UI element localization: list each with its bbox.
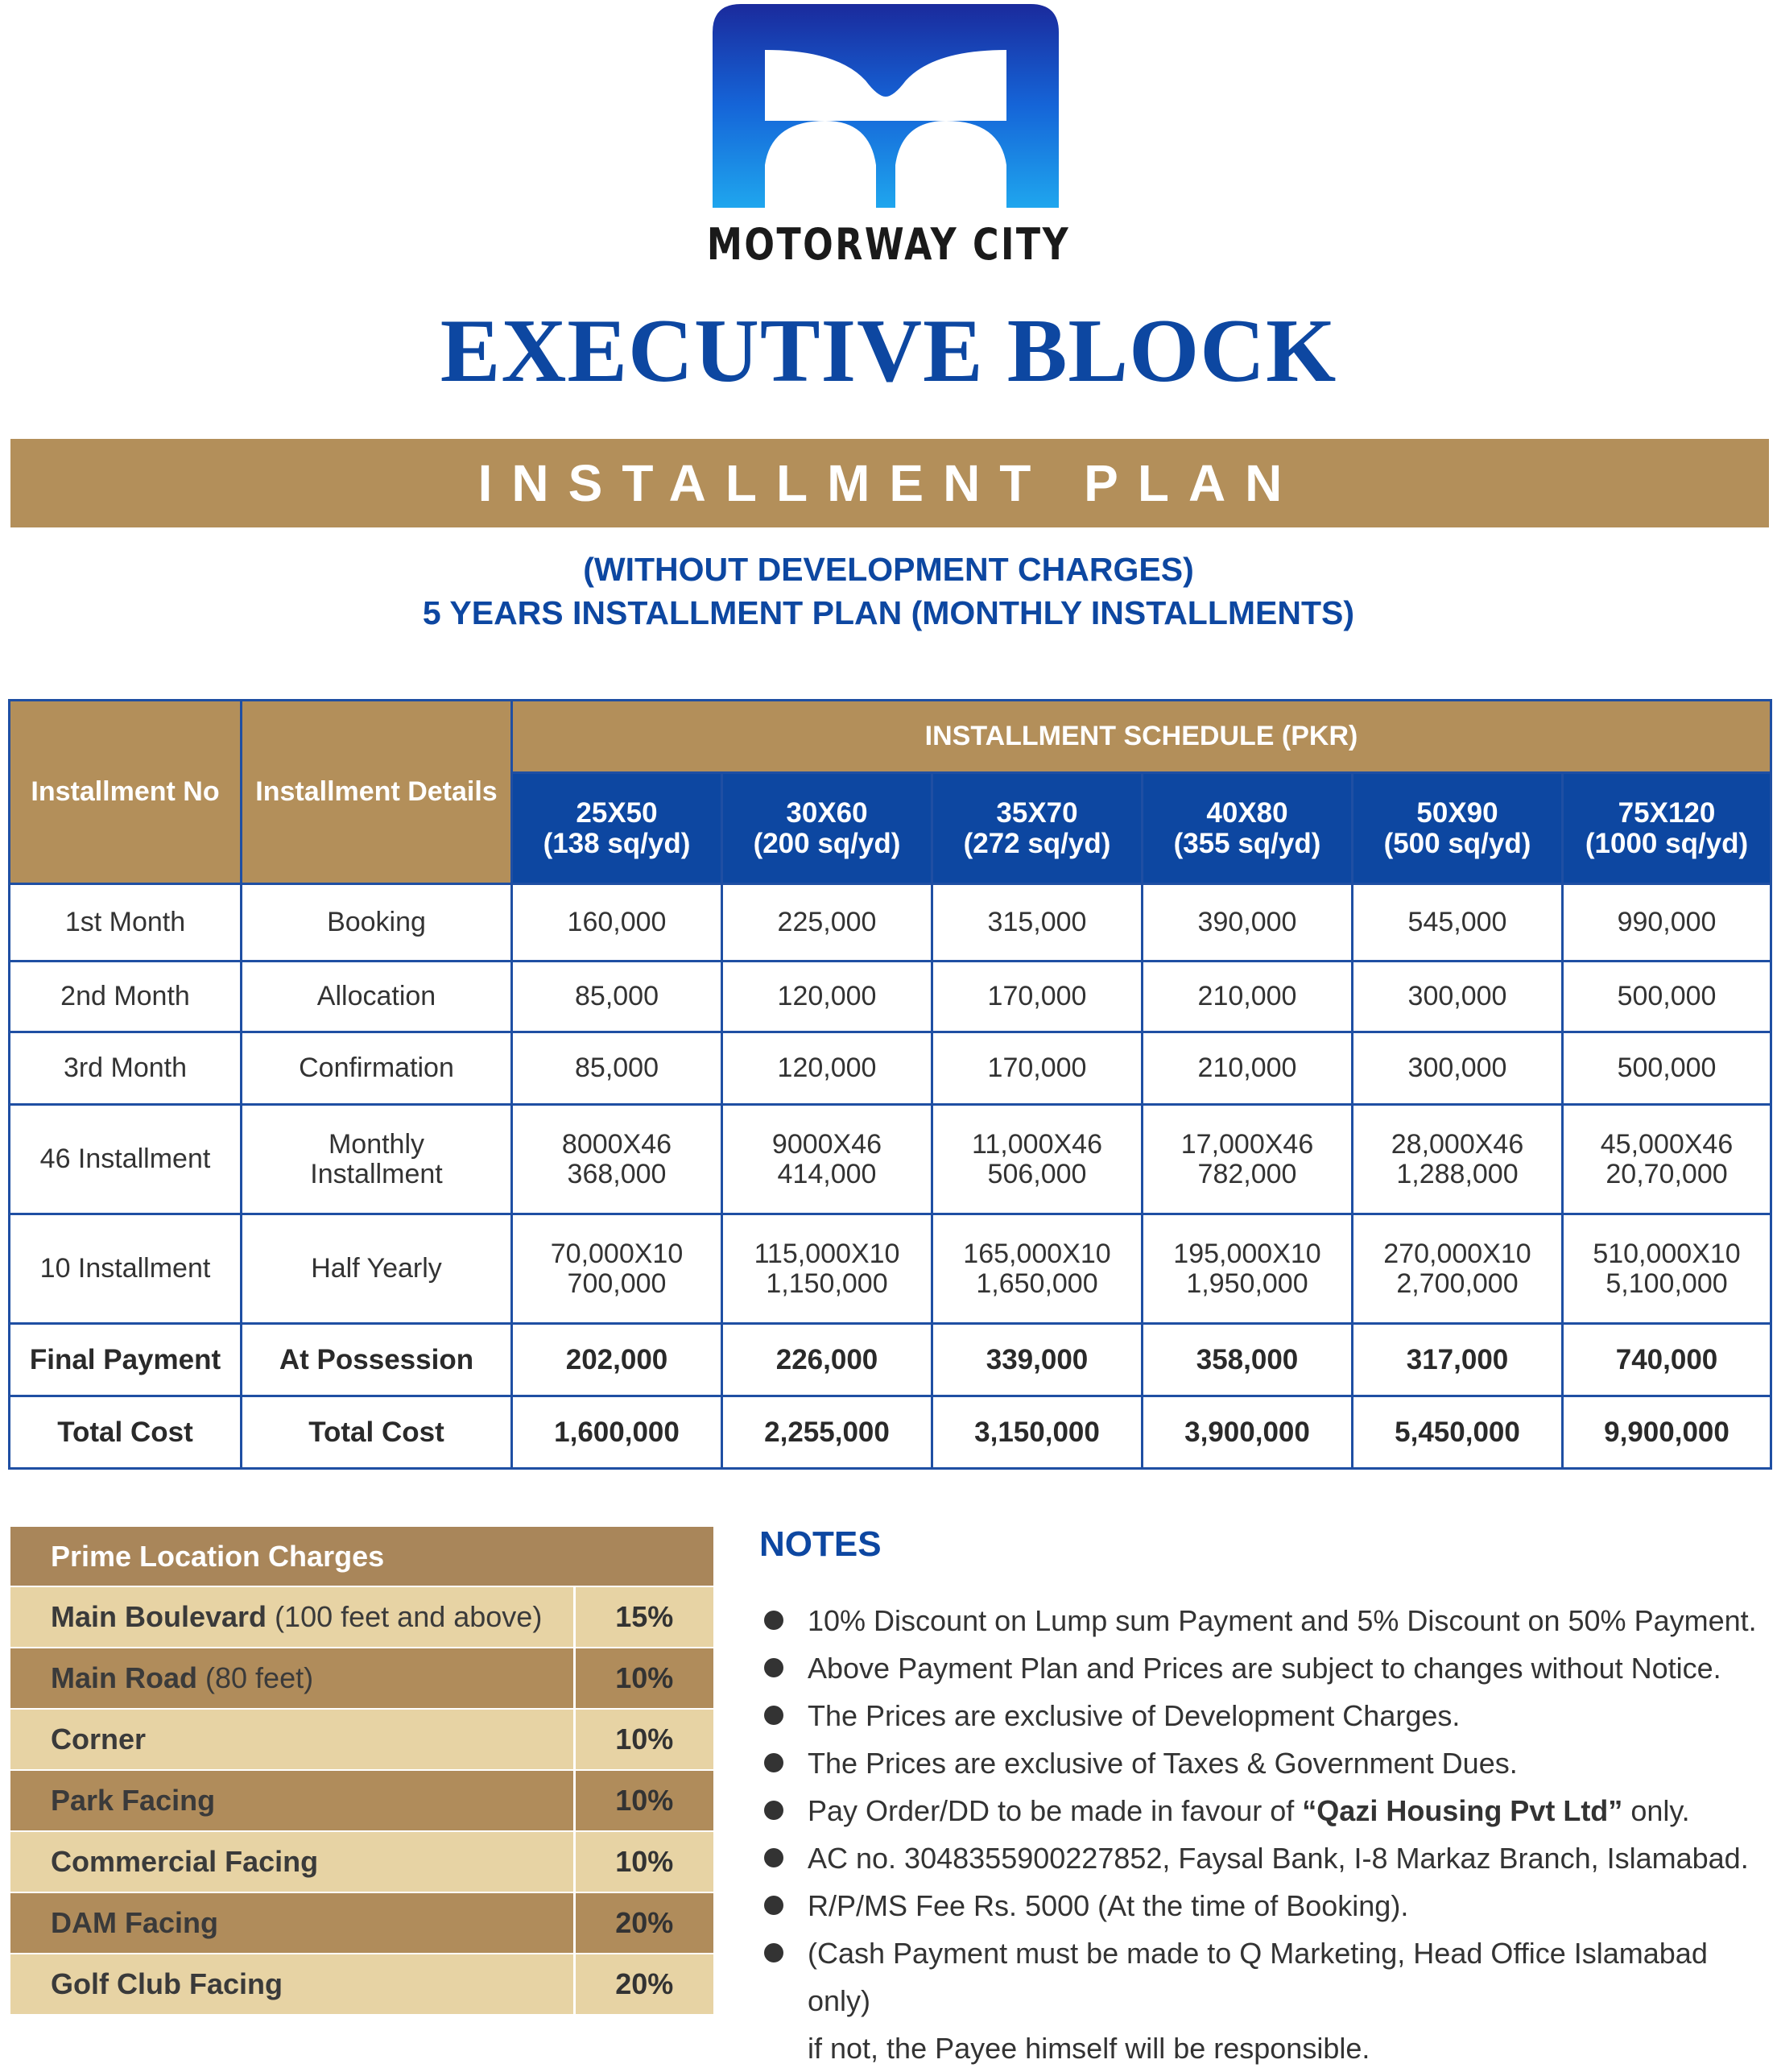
amount-line: 226,000 [775,1344,878,1375]
amount-cell [1143,884,1353,962]
note-text: Pay Order/DD to be made in favour of [808,1794,1303,1827]
note-text: if not, the Payee himself will be responsible. [808,2032,1370,2065]
prime-location-name-cell [10,1648,574,1709]
amount-cell [1563,962,1771,1032]
amount-cell [722,1396,932,1469]
prime-location-detail: (80 feet) [197,1661,314,1694]
note-text: AC no. 3048355900227852, Faysal Bank, I-8 Markaz Branch, Islamabad. [808,1842,1749,1875]
bullet-icon [764,1658,783,1677]
header-installment-schedule: INSTALLMENT SCHEDULE (PKR) [512,701,1771,773]
amount-cell [512,1214,722,1324]
amount-cell [512,1105,722,1214]
amount-line: 506,000 [987,1158,1087,1189]
note-item [759,1739,1766,1787]
prime-location-name: DAM Facing [51,1906,219,1939]
prime-location-detail: (100 feet and above) [267,1600,543,1633]
amount-line: 195,000X10 [1173,1238,1321,1269]
amount-line: 545,000 [1407,907,1507,937]
amount-cell [1563,1105,1771,1214]
amount-line: 510,000X10 [1593,1238,1741,1269]
table-row [10,1105,1771,1214]
amount-cell [1353,962,1563,1032]
amount-cell [722,1105,932,1214]
installment-no-cell: 3rd Month [10,1032,242,1105]
amount-line: 170,000 [987,1053,1087,1083]
table-row [10,1324,1771,1396]
table-row [10,1396,1771,1469]
plot-dimension: 40X80 [1206,796,1288,829]
installment-detail-cell: Confirmation [242,1032,512,1105]
amount-cell [932,1032,1143,1105]
plot-dimension: 30X60 [786,796,868,829]
amount-line: 170,000 [987,981,1087,1011]
amount-cell [512,1324,722,1396]
plot-area: (355 sq/yd) [1173,827,1321,859]
amount-line: 1,288,000 [1396,1158,1519,1189]
amount-cell [1353,1324,1563,1396]
prime-location-name-cell [10,1831,574,1892]
detail-line: Monthly [328,1128,425,1160]
amount-line: 160,000 [567,907,667,937]
amount-line: 782,000 [1197,1158,1297,1189]
plot-area: (138 sq/yd) [543,827,691,859]
amount-cell [722,1324,932,1396]
amount-line: 1,650,000 [976,1268,1098,1299]
amount-cell [1353,1032,1563,1105]
note-text: The Prices are exclusive of Development Charges. [808,1699,1461,1732]
note-item [759,1787,1766,1834]
amount-line: 740,000 [1615,1344,1718,1375]
amount-line: 8000X46 [561,1128,672,1160]
header-installment-no: Installment No [10,701,242,884]
amount-line: 500,000 [1617,981,1717,1011]
note-item [759,1597,1766,1644]
notes-list [759,1597,1766,2072]
amount-line: 85,000 [575,981,659,1011]
amount-cell [722,884,932,962]
amount-line: 9,900,000 [1604,1416,1729,1448]
schedule-body [10,884,1771,1469]
note-text: “Qazi Housing Pvt Ltd” [1302,1794,1623,1827]
installment-no-cell: 10 Installment [10,1214,242,1324]
note-item [759,1644,1766,1692]
amount-cell [932,1396,1143,1469]
amount-line: 1,600,000 [554,1416,680,1448]
bullet-icon [764,1848,783,1867]
amount-line: 17,000X46 [1180,1128,1314,1160]
prime-location-name: Commercial Facing [51,1845,319,1878]
installment-plan-banner [10,439,1769,527]
plot-dimension: 35X70 [996,796,1078,829]
brand-name: MOTORWAY CITY [706,219,1071,270]
installment-no-cell: 46 Installment [10,1105,242,1214]
installment-detail-cell [242,1105,512,1214]
amount-cell [1563,884,1771,962]
amount-line: 300,000 [1407,1053,1507,1083]
amount-cell [932,1105,1143,1214]
prime-location-row [10,1831,713,1892]
amount-line: 115,000X10 [754,1238,900,1269]
subtitle-plan-duration: 5 YEARS INSTALLMENT PLAN (MONTHLY INSTALLMENTS) [422,594,1355,631]
note-text: 10% Discount on Lump sum Payment and 5% Discount on 50% Payment. [808,1604,1757,1637]
note-text: Above Payment Plan and Prices are subject to changes without Notice. [808,1652,1721,1685]
table-row [10,1214,1771,1324]
amount-cell [1563,1324,1771,1396]
installment-no-cell: 2nd Month [10,962,242,1032]
amount-line: 5,450,000 [1395,1416,1520,1448]
amount-cell [932,1214,1143,1324]
prime-location-percent: 10% [574,1831,713,1892]
amount-line: 5,100,000 [1605,1268,1728,1299]
amount-line: 2,255,000 [764,1416,890,1448]
note-text: only. [1622,1794,1690,1827]
amount-cell [1563,1032,1771,1105]
bullet-icon [764,1896,783,1915]
plot-area: (500 sq/yd) [1383,827,1531,859]
amount-line: 202,000 [565,1344,668,1375]
prime-location-percent: 20% [574,1954,713,2015]
plot-area: (1000 sq/yd) [1585,827,1749,859]
prime-location-charges-table [10,1527,713,2016]
prime-location-percent: 10% [574,1709,713,1770]
amount-line: 990,000 [1617,907,1717,937]
plot-area: (272 sq/yd) [963,827,1111,859]
amount-line: 28,000X46 [1391,1128,1524,1160]
prime-location-name-cell [10,1709,574,1770]
installment-detail-cell: At Possession [242,1324,512,1396]
note-text: (Cash Payment must be made to Q Marketing, Head Office Islamabad only) [808,1937,1708,2017]
amount-cell [722,1214,932,1324]
installment-detail-cell: Half Yearly [242,1214,512,1324]
plot-size-header [1143,773,1353,884]
amount-line: 368,000 [567,1158,667,1189]
amount-line: 85,000 [575,1053,659,1083]
amount-cell [722,962,932,1032]
amount-cell [1143,1032,1353,1105]
prime-location-title: Prime Location Charges [10,1527,713,1586]
amount-cell [1563,1214,1771,1324]
prime-location-name: Corner [51,1723,147,1756]
table-row [10,884,1771,962]
installment-no-cell: 1st Month [10,884,242,962]
amount-line: 210,000 [1197,1053,1297,1083]
amount-line: 165,000X10 [963,1238,1111,1269]
subtitle-development-charges: (WITHOUT DEVELOPMENT CHARGES) [583,551,1194,588]
amount-cell [1353,1105,1563,1214]
amount-cell [1143,1324,1353,1396]
amount-cell [512,884,722,962]
amount-line: 3,150,000 [974,1416,1100,1448]
prime-location-row [10,1770,713,1831]
installment-detail-cell: Booking [242,884,512,962]
amount-cell [1353,1214,1563,1324]
prime-location-name: Main Boulevard [51,1600,267,1633]
plot-size-header [512,773,722,884]
prime-location-name-cell [10,1586,574,1648]
amount-line: 20,70,000 [1605,1158,1728,1189]
amount-cell [932,1324,1143,1396]
amount-cell [1143,1214,1353,1324]
prime-location-row [10,1954,713,2015]
plot-area: (200 sq/yd) [753,827,901,859]
prime-location-row [10,1586,713,1648]
amount-cell [512,1396,722,1469]
prime-location-row [10,1892,713,1954]
plot-size-header [722,773,932,884]
plot-dimension: 25X50 [576,796,658,829]
amount-line: 9000X46 [771,1128,882,1160]
amount-cell [1353,884,1563,962]
amount-cell [1143,962,1353,1032]
amount-line: 390,000 [1197,907,1297,937]
amount-cell [512,1032,722,1105]
amount-cell [1143,1396,1353,1469]
plot-size-header [932,773,1143,884]
amount-line: 3,900,000 [1184,1416,1310,1448]
amount-line: 70,000X10 [550,1238,684,1269]
installment-detail-cell: Total Cost [242,1396,512,1469]
bullet-icon [764,1753,783,1772]
plot-dimension: 50X90 [1416,796,1498,829]
amount-cell [1143,1105,1353,1214]
amount-cell [932,962,1143,1032]
amount-line: 315,000 [987,907,1087,937]
amount-line: 1,150,000 [766,1268,888,1299]
amount-line: 339,000 [986,1344,1089,1375]
page-title: EXECUTIVE BLOCK [440,301,1337,401]
amount-cell [1353,1396,1563,1469]
note-item [759,1929,1766,2072]
bullet-icon [764,1706,783,1725]
amount-line: 120,000 [777,1053,877,1083]
note-item [759,1834,1766,1882]
banner-text: INSTALLMENT PLAN [477,454,1302,512]
amount-line: 358,000 [1196,1344,1299,1375]
installment-schedule-table [8,699,1772,1470]
prime-location-name: Park Facing [51,1784,216,1817]
prime-location-percent: 15% [574,1586,713,1648]
amount-line: 225,000 [777,907,877,937]
prime-location-row [10,1709,713,1770]
amount-line: 45,000X46 [1600,1128,1734,1160]
amount-line: 270,000X10 [1383,1238,1531,1269]
prime-location-name: Main Road [51,1661,198,1694]
plot-size-header [1563,773,1771,884]
prime-location-name: Golf Club Facing [51,1967,283,2000]
bullet-icon [764,1801,783,1820]
prime-location-percent: 10% [574,1648,713,1709]
amount-cell [722,1032,932,1105]
prime-location-name-cell [10,1770,574,1831]
amount-cell [1563,1396,1771,1469]
note-text: R/P/MS Fee Rs. 5000 (At the time of Booking). [808,1889,1409,1922]
plot-size-header [1353,773,1563,884]
amount-line: 300,000 [1407,981,1507,1011]
amount-cell [512,962,722,1032]
note-item [759,1882,1766,1929]
plot-dimension: 75X120 [1618,796,1716,829]
prime-location-percent: 20% [574,1892,713,1954]
amount-line: 500,000 [1617,1053,1717,1083]
detail-line: Installment [310,1158,443,1189]
amount-line: 317,000 [1406,1344,1509,1375]
note-text: The Prices are exclusive of Taxes & Government Dues. [808,1747,1518,1780]
bullet-icon [764,1943,783,1962]
amount-line: 2,700,000 [1396,1268,1519,1299]
amount-cell [932,884,1143,962]
amount-line: 210,000 [1197,981,1297,1011]
installment-no-cell: Final Payment [10,1324,242,1396]
amount-line: 11,000X46 [972,1128,1102,1160]
table-row [10,1032,1771,1105]
amount-line: 414,000 [777,1158,877,1189]
table-row [10,962,1771,1032]
prime-location-row [10,1648,713,1709]
notes-title: NOTES [759,1524,882,1564]
header-installment-details: Installment Details [242,701,512,884]
installment-detail-cell: Allocation [242,962,512,1032]
amount-line: 700,000 [567,1268,667,1299]
prime-location-percent: 10% [574,1770,713,1831]
amount-line: 1,950,000 [1186,1268,1308,1299]
note-item [759,1692,1766,1739]
prime-location-name-cell [10,1954,574,2015]
installment-no-cell: Total Cost [10,1396,242,1469]
bullet-icon [764,1611,783,1630]
prime-location-name-cell [10,1892,574,1954]
amount-line: 120,000 [777,981,877,1011]
motorway-city-logo-icon [709,0,1063,211]
